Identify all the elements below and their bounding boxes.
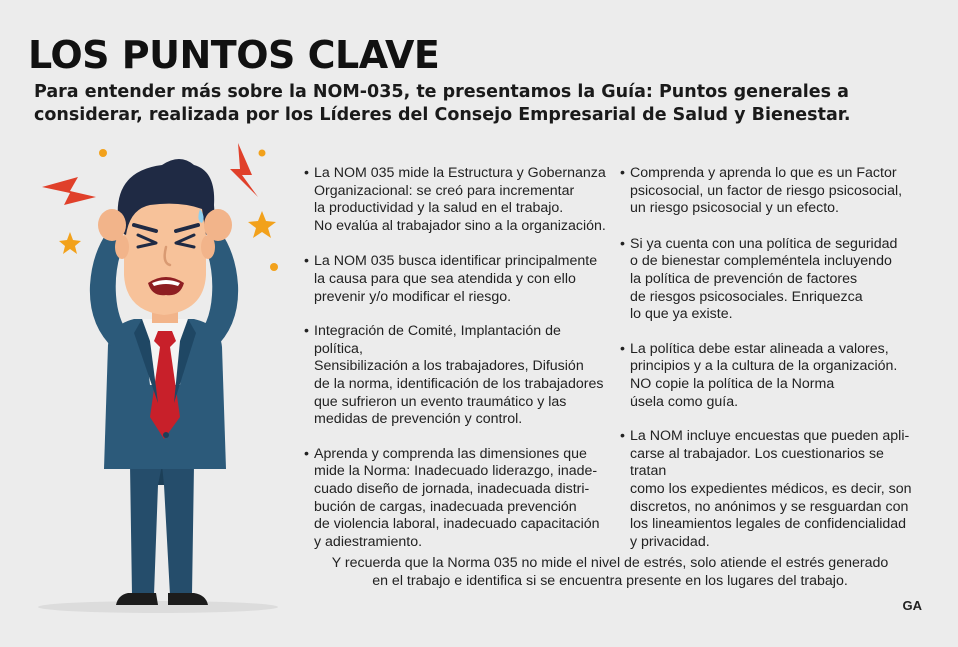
list-item: • Integración de Comité, Implantación de política, Sensibilización a los trabajadores, Difusión de la norma, identificación de los trabajadores que sufrieron un evento traumático y las medidas de prevención y control.: [304, 323, 609, 429]
list-item: • La política debe estar alineada a valores, principios y a la cultura de la organización. NO copie la política de la Norma úsela como guía.: [620, 341, 920, 411]
list-item: • La NOM 035 mide la Estructura y Gobernanza Organizacional: se creó para incrementar la productividad y la salud en el trabajo. No evalúa al trabajador sino a la organización.: [304, 165, 609, 235]
page-title: LOS PUNTOS CLAVE: [28, 33, 440, 77]
list-item: • Aprenda y comprenda las dimensiones que mide la Norma: Inadecuado liderazgo, inade- cuado diseño de jornada, inadecuada distri- bución de cargas, inadecuada prevención de violencia laboral, inadecuado capacitación y adiestramiento.: [304, 446, 609, 552]
right-column: [620, 165, 920, 551]
credit-label: GA: [902, 598, 922, 613]
list-item: • La NOM incluye encuestas que pueden apli- carse al trabajador. Los cuestionarios se tratan como los expedientes médicos, es decir, son discretos, no anónimos y se resguardan con los lineamientos legales de confidencialidad y privacidad.: [620, 428, 920, 551]
stressed-businessman-icon: [30, 135, 300, 620]
list-item: • La NOM 035 busca identificar principalmente la causa para que sea atendida y con ello prevenir y/o modificar el riesgo.: [304, 253, 609, 306]
page-subtitle: Para entender más sobre la NOM-035, te presentamos la Guía: Puntos generales a considerar, realizada por los Líderes del Consejo Empresarial de Salud y Bienestar.: [34, 82, 851, 125]
left-column: [304, 165, 609, 551]
footer-note: Y recuerda que la Norma 035 no mide el nivel de estrés, solo atiende el estrés generado en el trabajo e identifica si se encuentra presente en los lugares del trabajo.: [331, 555, 889, 589]
list-item: • Comprenda y aprenda lo que es un Factor psicosocial, un factor de riesgo psicosocial, un riesgo psicosocial y un efecto.: [620, 165, 920, 218]
list-item: • Si ya cuenta con una política de seguridad o de bienestar compleméntela incluyendo la política de prevención de factores de riesgos psicosociales. Enriquezca lo que ya existe.: [620, 236, 920, 324]
